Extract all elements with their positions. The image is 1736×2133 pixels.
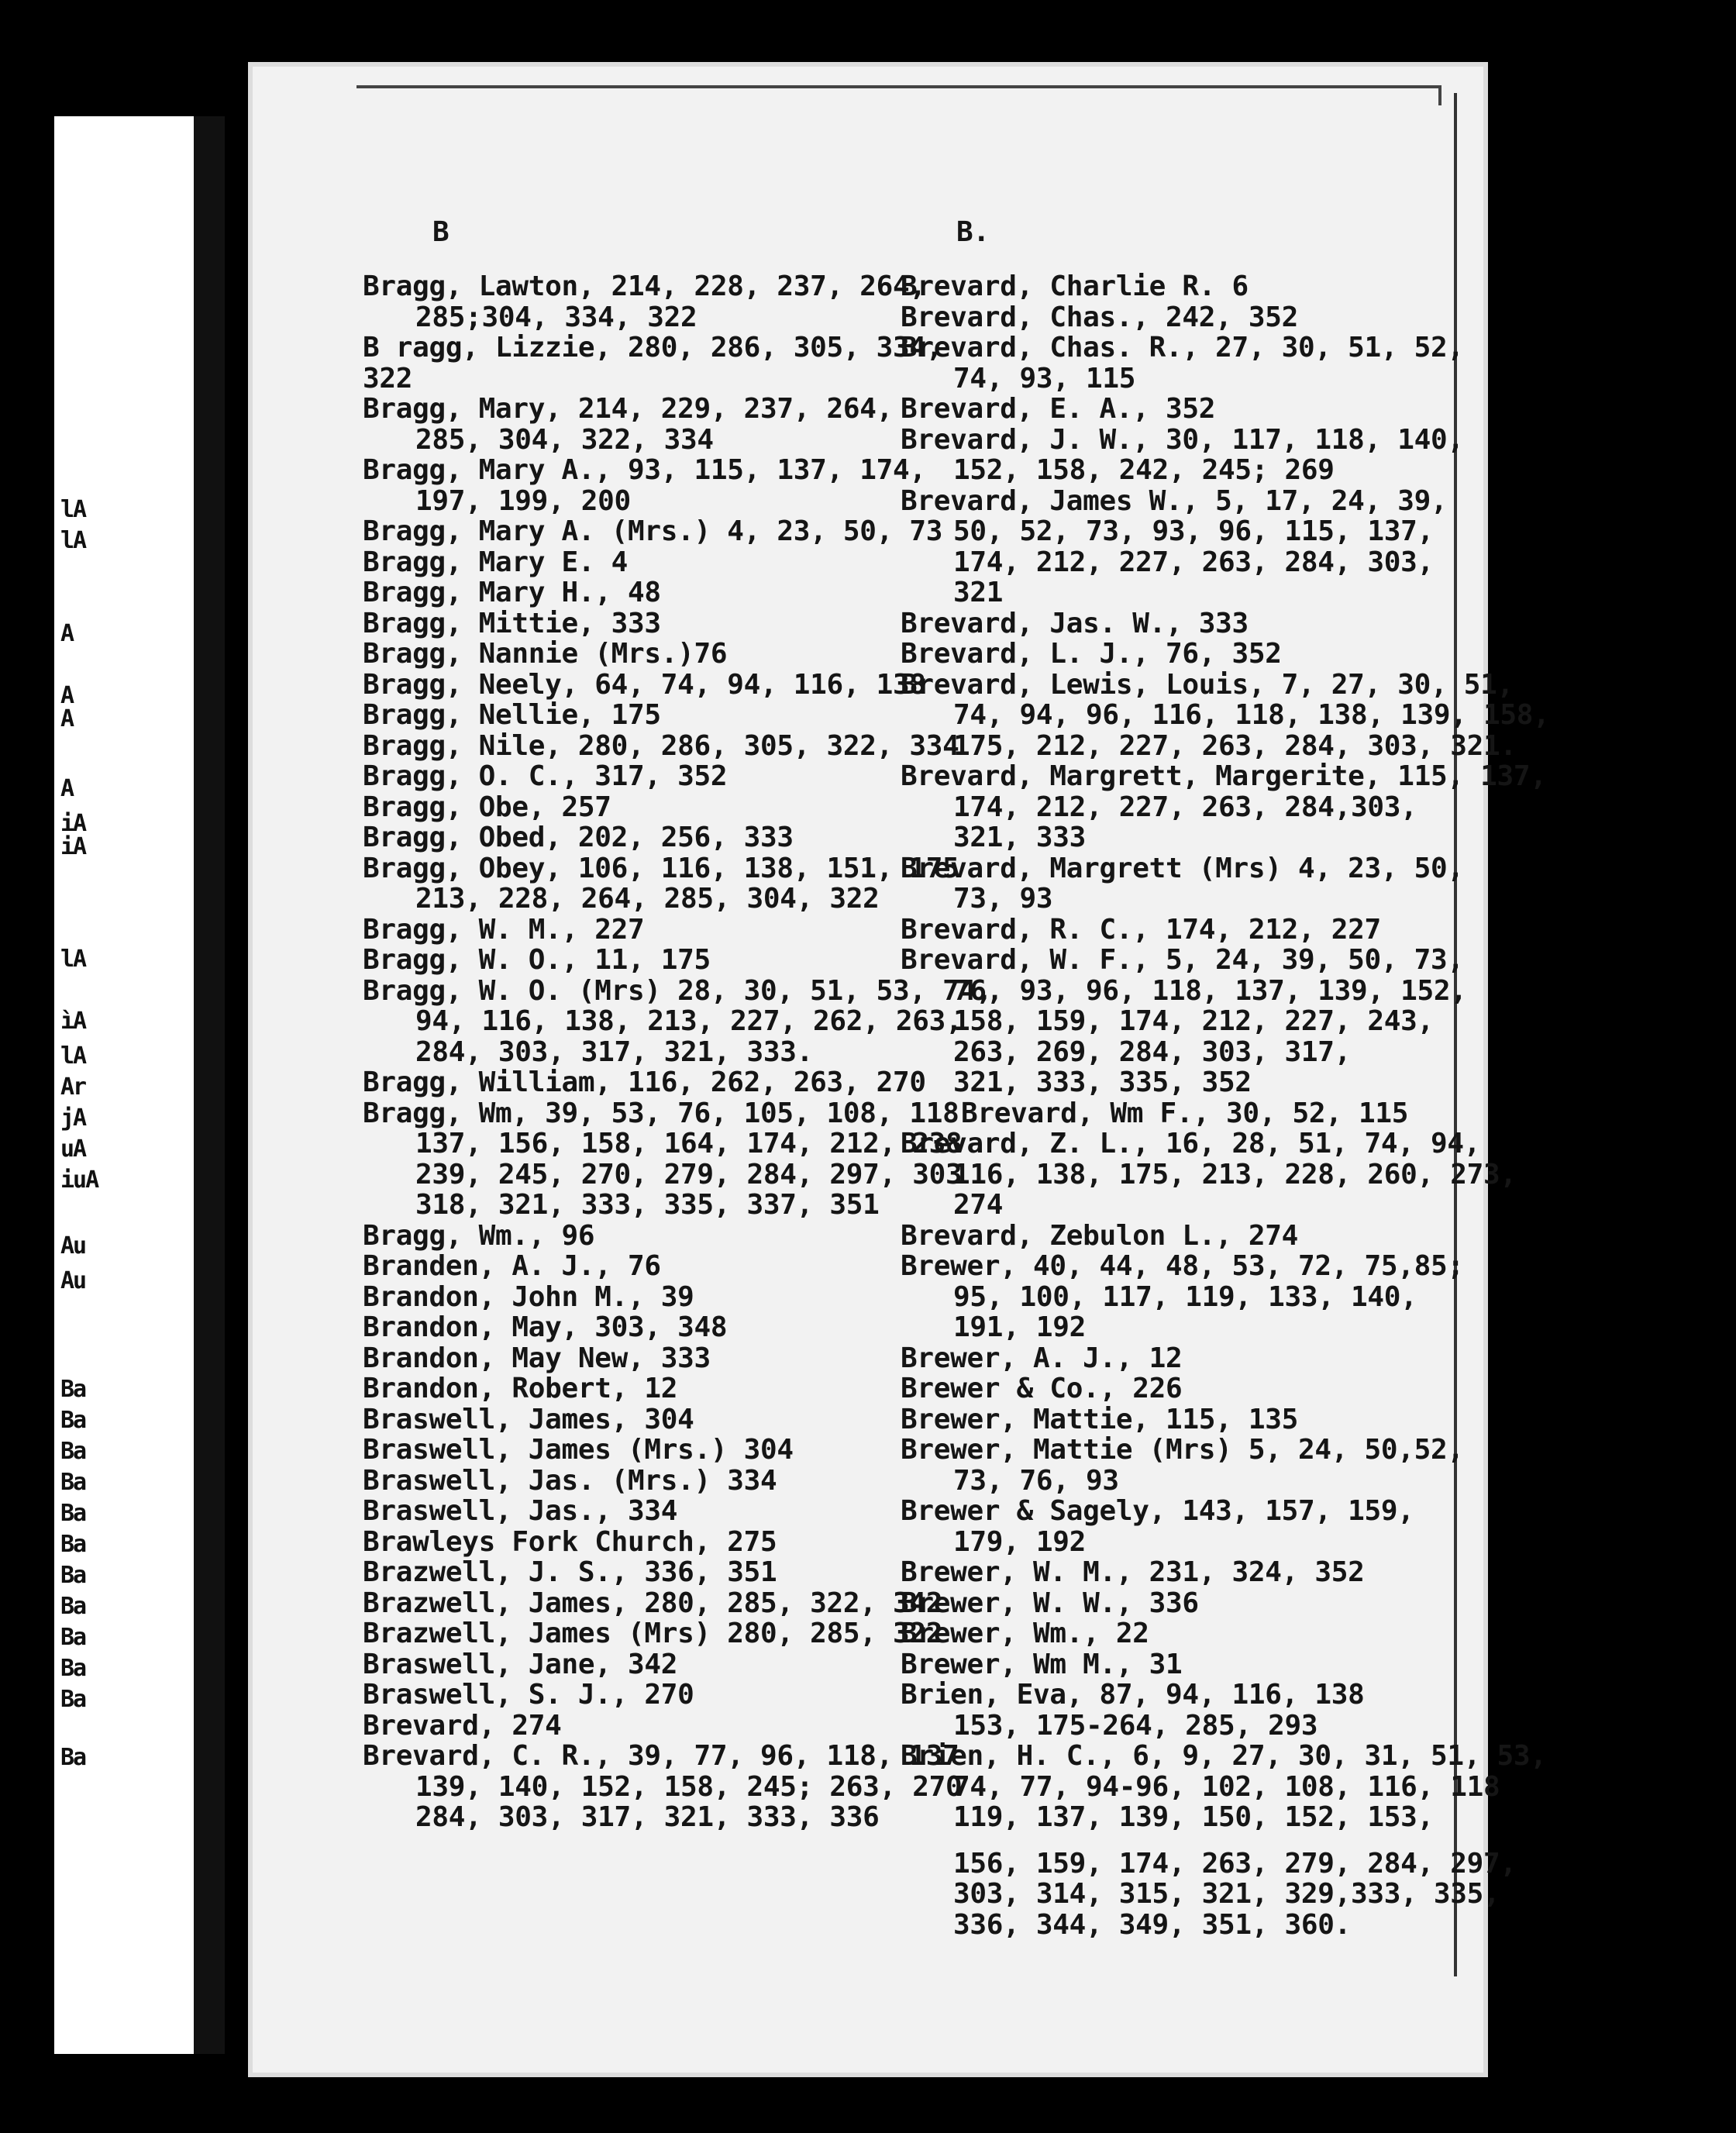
adjacent-page-text-fragment: Au [60,1267,86,1294]
index-entry [901,332,1464,395]
entry-continuation-line: 74, 93, 115 [953,362,1136,395]
entry-continuation-line: 73, 76, 93 [953,1464,1119,1497]
index-entry [363,1587,943,1619]
index-entry [901,1128,1517,1221]
entry-heading-line: Bragg, Neely, 64, 74, 94, 116, 138 [363,668,926,701]
index-entry [901,608,1459,639]
entry-continuation-line: 191, 192 [953,1311,1086,1343]
index-entry [363,945,905,976]
entry-heading-line: Braswell, Jas. (Mrs.) 334 [363,1464,777,1497]
entry-continuation-line: 197, 199, 200 [415,484,631,517]
entry-heading-line: Brevard, James W., 5, 17, 24, 39, [901,484,1448,517]
entry-continuation-line: 322 [363,362,413,395]
index-entry [363,1711,905,1742]
entry-continuation-line: 285, 304, 322, 334 [415,423,714,456]
entry-heading-line: Brevard, Margrett, Margerite, 115, 137, [901,760,1547,792]
entry-heading-line: Brewer, Wm M., 31 [901,1648,1183,1680]
index-entry [363,1527,905,1558]
adjacent-page-text-fragment: A [60,775,74,802]
entry-heading-line: Brevard, Zebulon L., 274 [901,1219,1298,1252]
adjacent-page-text-fragment: Ba [60,1686,86,1713]
entry-heading-line: Brevard, Margrett (Mrs) 4, 23, 50, [901,852,1464,884]
index-entry [363,1097,963,1221]
index-entry [363,729,959,762]
index-entry [363,271,926,333]
entry-heading-line: Bragg, Wm., 96 [363,1219,595,1252]
entry-continuation-line: 73, 93 [953,883,1053,915]
index-entry [901,760,1547,853]
index-entry [363,1496,905,1527]
index-entry [901,486,1459,608]
index-entry [901,852,1464,915]
entry-heading-line: Bragg, Nile, 280, 286, 305, 322, 334 [363,729,959,762]
entry-list [363,271,993,1833]
entry-heading-line: B ragg, Lizzie, 280, 286, 305, 334, [363,332,943,364]
adjacent-page-text-fragment: Ba [60,1744,86,1771]
entry-continuation-line: 336, 344, 349, 351, 360. [953,1908,1351,1941]
entry-continuation-line: 174, 212, 227, 263, 284, 303, [953,546,1434,578]
index-entry [363,761,905,792]
adjacent-page-text-fragment: Ba [60,1407,86,1434]
index-entry [901,915,1459,946]
entry-continuation-line: 119, 137, 139, 150, 152, 153, [953,1801,1434,1833]
index-entry [363,1618,943,1649]
entry-heading-line: Brazwell, J. S., 336, 351 [363,1556,777,1588]
adjacent-page-text-fragment: lA [60,496,86,523]
entry-heading-line: Bragg, Mary H., 48 [363,577,661,608]
entry-heading-line: Brewer & Sagely, 143, 157, 159, [901,1495,1414,1527]
index-entry [901,302,1459,333]
entry-heading-line: Bragg, Wm, 39, 53, 76, 105, 108, 118 [363,1097,959,1129]
index-entry [901,1496,1459,1557]
index-entry [363,454,926,517]
adjacent-page-text-fragment: A [60,620,74,647]
index-entry [901,1404,1459,1435]
entry-heading-line: Bragg, Obe, 257 [363,791,611,823]
index-entry [901,1373,1459,1404]
index-entry [901,1343,1459,1374]
column-heading: B. [956,216,990,248]
index-entry [363,1066,926,1098]
entry-heading-line: Brazwell, James (Mrs) 280, 285, 322 [363,1618,943,1649]
entry-continuation-line: 95, 100, 117, 119, 133, 140, [953,1280,1417,1313]
adjacent-page-text-fragment: A [60,682,74,709]
index-entry [901,1434,1464,1497]
index-entry [901,1680,1459,1741]
index-entry [363,394,905,455]
entry-continuation-line: 175, 212, 227, 263, 284, 303, 321. [953,729,1517,762]
adjacent-page-text-fragment: Ba [60,1593,86,1620]
entry-heading-line: Brevard, Wm F., 30, 52, 115 [961,1097,1409,1129]
entry-heading-line: Bragg, Mary E. 4 [363,546,628,578]
entry-heading-line: Brevard, Charlie R. 6 [901,271,1249,302]
entry-heading-line: Bragg, O. C., 317, 352 [363,760,728,792]
entry-continuation-line: 94, 116, 138, 213, 227, 262, 263, [415,1005,963,1037]
entry-continuation-line: 174, 212, 227, 263, 284,303, [953,791,1417,823]
index-entry [363,1404,905,1435]
adjacent-page-text-fragment: lA [60,1042,86,1070]
entry-heading-line: Bragg, William, 116, 262, 263, 270 [363,1066,926,1098]
entry-heading-line: Bragg, Mary A. (Mrs.) 4, 23, 50, 73 [363,515,943,547]
entry-heading-line: Brevard, Lewis, Louis, 7, 27, 30, 51, [901,668,1514,701]
entry-list [901,271,1550,1941]
entry-heading-line: Brevard, Chas. R., 27, 30, 51, 52, [901,332,1464,364]
entry-heading-line: Brandon, John M., 39 [363,1280,694,1313]
index-entry [901,944,1467,1098]
adjacent-page-text-fragment: jA [60,1104,86,1132]
entry-heading-line: Brevard, J. W., 30, 117, 118, 140, [901,423,1464,456]
entry-heading-line: Brewer, Mattie (Mrs) 5, 24, 50,52, [901,1434,1464,1466]
entry-continuation-line: 274 [953,1189,1004,1221]
entry-continuation-line: 321 [953,577,1004,608]
entry-heading-line: Brevard, L. J., 76, 352 [901,638,1282,670]
entry-heading-line: Bragg, Obed, 202, 256, 333 [363,822,794,853]
page-gutter-shadow [194,116,225,2054]
index-entry [363,1221,905,1252]
index-entry [363,1466,905,1497]
entry-heading-line: Brazwell, James, 280, 285, 322, 342 [363,1587,943,1619]
entry-heading-line: Brewer & Co., 226 [901,1373,1183,1404]
entry-continuation-line: 137, 156, 158, 164, 174, 212, 238 [415,1128,963,1160]
adjacent-page-text-fragment: lA [60,946,86,973]
entry-heading-line: Brevard, Z. L., 16, 28, 51, 74, 94, [901,1128,1481,1160]
index-entry [363,1740,963,1833]
entry-continuation-line: 284, 303, 317, 321, 333, 336 [415,1801,880,1833]
entry-heading-line: Bragg, Nellie, 175 [363,699,661,731]
index-entry [901,1649,1459,1680]
index-entry [901,1098,1459,1129]
index-entry [901,1618,1459,1649]
index-entry [363,1649,905,1680]
entry-heading-line: Brewer, W. W., 336 [901,1587,1199,1619]
adjacent-page-text-fragment: iuA [60,1166,98,1194]
adjacent-page-text-fragment: A [60,705,74,732]
entry-heading-line: Brewer, Mattie, 115, 135 [901,1403,1298,1435]
index-entry [901,639,1459,670]
entry-heading-line: Brewer, W. M., 231, 324, 352 [901,1556,1365,1588]
index-entry [363,1343,905,1374]
entry-heading-line: Brevard, E. A., 352 [901,393,1216,425]
entry-heading-line: Brevard, R. C., 174, 212, 227 [901,913,1381,946]
entry-continuation-line: 116, 138, 175, 213, 228, 260, 273, [953,1158,1517,1191]
entry-heading-line: Brawleys Fork Church, 275 [363,1525,777,1558]
index-entry [363,639,905,670]
entry-continuation-line: 318, 321, 333, 335, 337, 351 [415,1189,880,1221]
entry-heading-line: Braswell, Jas., 334 [363,1495,678,1527]
entry-heading-line: Braswell, S. J., 270 [363,1679,694,1711]
index-entry [901,394,1459,425]
index-entry [901,1557,1459,1588]
entry-continuation-line: 158, 159, 174, 212, 227, 243, [953,1005,1434,1037]
entry-continuation-line: 303, 314, 315, 321, 329,333, 335, [953,1878,1500,1910]
index-entry [363,974,993,1068]
index-entry [901,271,1459,302]
index-entry [363,1282,905,1313]
entry-continuation-line: 153, 175-264, 285, 293 [953,1709,1318,1742]
entry-heading-line: Brandon, May New, 333 [363,1342,711,1374]
index-entry [363,1373,905,1404]
adjacent-page-text-fragment: Ba [60,1562,86,1589]
adjacent-page-text-fragment: iA [60,833,86,860]
index-entry [363,668,926,701]
index-entry [363,1251,905,1282]
entry-heading-line: Bragg, Mittie, 333 [363,607,661,639]
entry-heading-line: Bragg, Mary A., 93, 115, 137, 174, [363,454,926,486]
adjacent-page-text-fragment: Ba [60,1469,86,1496]
index-entry [363,608,905,639]
entry-heading-line: Brandon, Robert, 12 [363,1373,678,1404]
adjacent-page-text-fragment: Ba [60,1500,86,1527]
entry-continuation-line: 263, 269, 284, 303, 317, [953,1035,1351,1068]
adjacent-page-text-fragment: lA [60,527,86,554]
entry-heading-line: Bragg, Obey, 106, 116, 138, 151, 175 [363,852,959,884]
index-entry [363,547,905,578]
entry-heading-line: Brevard, C. R., 39, 77, 96, 118, 137 [363,1740,959,1772]
adjacent-page-strip [54,116,225,2054]
entry-heading-line: Bragg, Nannie (Mrs.)76 [363,638,728,670]
index-entry [901,1221,1459,1252]
index-column-left [363,216,993,1833]
entry-heading-line: Brevard, W. F., 5, 24, 39, 50, 73, [901,944,1464,976]
entry-heading-line: Brevard, Jas. W., 333 [901,607,1249,639]
entry-continuation-line: 321, 333, 335, 352 [953,1066,1252,1098]
index-entry [363,1680,905,1711]
entry-heading-line: Braswell, James (Mrs.) 304 [363,1434,794,1466]
entry-heading-line: Brien, H. C., 6, 9, 27, 30, 31, 51, 53, [901,1740,1547,1772]
index-entry [363,792,905,823]
index-entry [363,1557,905,1588]
index-entry [901,423,1464,486]
entry-continuation-line: 285;304, 334, 322 [415,301,698,333]
entry-heading-line: Branden, A. J., 76 [363,1250,661,1282]
index-entry [363,515,943,547]
page-edge-top [356,85,1442,105]
index-entry [363,700,905,731]
adjacent-page-text-fragment: Au [60,1232,86,1259]
index-page [248,62,1550,2077]
index-entry [363,1435,905,1466]
adjacent-page-text-fragment: Ba [60,1376,86,1403]
entry-continuation-line: 179, 192 [953,1525,1086,1558]
entry-heading-line: Bragg, W. M., 227 [363,913,645,946]
entry-heading-line: Braswell, Jane, 342 [363,1648,678,1680]
index-entry [363,577,905,608]
index-entry [363,332,943,395]
index-entry [363,852,959,915]
index-entry [363,1312,905,1343]
entry-heading-line: Bragg, W. O., 11, 175 [363,944,711,976]
entry-continuation-line: 156, 159, 174, 263, 279, 284, 297, [953,1847,1517,1880]
entry-heading-line: Brewer, Wm., 22 [901,1618,1149,1649]
index-entry [901,1588,1459,1619]
index-entry [901,668,1550,762]
adjacent-page-text-fragment: Ar [60,1073,86,1101]
adjacent-page-text-fragment: iA [60,810,86,837]
index-entry [363,915,905,946]
adjacent-page-text-fragment: ìA [60,1008,86,1035]
entry-continuation-line: 239, 245, 270, 279, 284, 297, 303 [415,1158,963,1191]
entry-continuation-line: 74, 77, 94-96, 102, 108, 116, 118 [953,1770,1500,1803]
index-entry [363,822,905,853]
entry-heading-line: Brewer, A. J., 12 [901,1342,1183,1374]
adjacent-page-text-fragment: Ba [60,1531,86,1558]
entry-continuation-line: 284, 303, 317, 321, 333. [415,1035,813,1068]
entry-heading-line: Brevard, Chas., 242, 352 [901,301,1298,333]
entry-continuation-line: 213, 228, 264, 285, 304, 322 [415,883,880,915]
entry-continuation-line: 321, 333 [953,822,1086,853]
adjacent-page-text-fragment: Ba [60,1438,86,1465]
entry-heading-line: Brandon, May, 303, 348 [363,1311,728,1343]
entry-heading-line: Brien, Eva, 87, 94, 116, 138 [901,1679,1365,1711]
index-entry [901,1740,1547,1941]
entry-continuation-line: 152, 158, 242, 245; 269 [953,454,1335,486]
entry-continuation-line: 139, 140, 152, 158, 245; 263, 270 [415,1770,963,1803]
column-heading: B [432,216,450,248]
entry-continuation-line: 50, 52, 73, 93, 96, 115, 137, [953,515,1434,547]
entry-heading-line: Brevard, 274 [363,1709,562,1742]
entry-continuation-line: 76, 93, 96, 118, 137, 139, 152, [953,974,1467,1007]
entry-heading-line: Brewer, 40, 44, 48, 53, 72, 75,85; [901,1250,1464,1282]
adjacent-page-text-fragment: uA [60,1135,86,1163]
adjacent-page-text-fragment: Ba [60,1624,86,1651]
entry-heading-line: Braswell, James, 304 [363,1403,694,1435]
entry-heading-line: Bragg, Mary, 214, 229, 237, 264, [363,393,893,425]
entry-heading-line: Bragg, W. O. (Mrs) 28, 30, 51, 53, 74, [363,974,993,1007]
index-entry [901,1250,1464,1343]
entry-continuation-line: 74, 94, 96, 116, 118, 138, 139, 158, [953,699,1550,731]
entry-heading-line: Bragg, Lawton, 214, 228, 237, 264, [363,271,926,302]
index-column-right [901,216,1550,1941]
adjacent-page-text-fragment: Ba [60,1655,86,1682]
